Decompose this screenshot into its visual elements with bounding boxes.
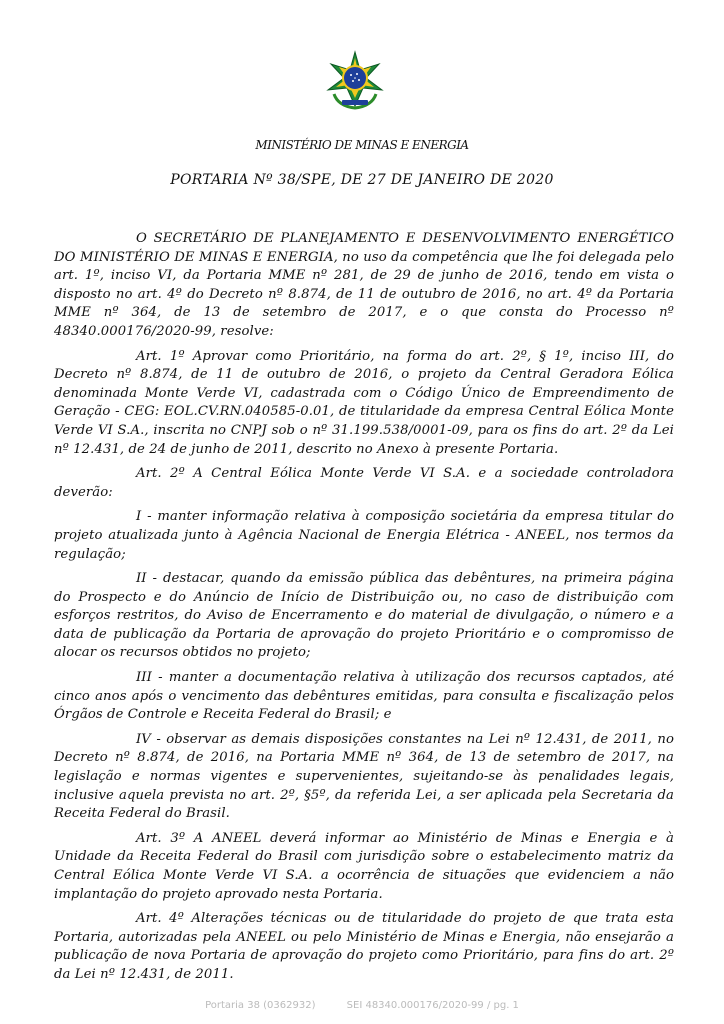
page-footer bbox=[0, 1000, 724, 1011]
preamble-paragraph: O SECRETÁRIO DE PLANEJAMENTO E DESENVOLVIMENTO ENERGÉTICO DO MINISTÉRIO DE MINAS E ENERGIA, no uso da competência que lhe foi delegada pelo art. 1º, inciso VI, da Portaria MME nº 281, de 29 de junho de 2016, tendo em vista o disposto no art. 4º do Decreto nº 8.874, de 11 de outubro de 2016, no art. 4º da Portaria MME nº 364, de 13 de setembro de 2017, e o que consta do Processo nº 48340.000176/2020-99, resolve: bbox=[54, 231, 674, 339]
article-2-item-ii: II - destacar, quando da emissão pública das debêntures, na primeira página do Prospecto e do Anúncio de Início de Distribuição ou, no caso de distribuição com esforços restritos, do Aviso de Encerramento e do material de divulgação, o número e a data de publicação da Portaria de aprovação do projeto Prioritário e o compromisso de alocar os recursos obtidos no projeto; bbox=[54, 571, 674, 661]
article-1-paragraph: Art. 1º Aprovar como Prioritário, na forma do art. 2º, § 1º, inciso III, do Decreto nº 8.874, de 11 de outubro de 2016, o projeto da Central Geradora Eólica denominada Monte Verde VI, cadastrada com o Código Único de Empreendimento de Geração - CEG: EOL.CV.RN.040585-0.01, de titularidade da empresa Central Eólica Monte Verde VI S.A., inscrita no CNPJ sob o nº 31.199.538/0001-09, para os fins do art. 2º da Lei nº 12.431, de 24 de junho de 2011, descrito no Anexo à presente Portaria. bbox=[54, 348, 674, 457]
article-2-item-iv: IV - observar as demais disposições constantes na Lei nº 12.431, de 2011, no Decreto nº 8.874, de 2016, na Portaria MME nº 364, de 13 de setembro de 2017, na legislação e normas vigentes e supervenientes, sujeitando-se às penalidades legais, inclusive aquela prevista no art. 2º, §5º, da referida Lei, a ser aplicada pela Secretaria da Receita Federal do Brasil. bbox=[54, 731, 674, 822]
article-2-paragraph: Art. 2º A Central Eólica Monte Verde VI S.A. e a sociedade controladora deverão: bbox=[54, 466, 674, 500]
document-title: PORTARIA Nº 38/SPE, DE 27 DE JANEIRO DE 2020 bbox=[170, 172, 554, 188]
article-2-item-iii: III - manter a documentação relativa à utilização dos recursos captados, até cinco anos após o vencimento das debêntures emitidas, para consulta e fiscalização pelos Órgãos de Controle e Receita Federal do Brasil; e bbox=[54, 670, 674, 723]
brazil-coat-of-arms-icon bbox=[324, 50, 386, 112]
article-2-item-i: I - manter informação relativa à composição societária da empresa titular do projeto atualizada junto à Agência Nacional de Energia Elétrica - ANEEL, nos termos da regulação; bbox=[54, 509, 674, 562]
footer-process-page: SEI 48340.000176/2020-99 / pg. 1 bbox=[346, 1000, 519, 1011]
document-body bbox=[54, 230, 674, 991]
footer-document-id: Portaria 38 (0362932) bbox=[205, 1000, 316, 1011]
article-4-paragraph: Art. 4º Alterações técnicas ou de titularidade do projeto de que trata esta Portaria, autorizadas pela ANEEL ou pelo Ministério de Minas e Energia, não ensejarão a publicação de nova Portaria de aprovação do projeto como Prioritário, para fins do art. 2º da Lei nº 12.431, de 2011. bbox=[54, 911, 674, 982]
ministry-name: MINISTÉRIO DE MINAS E ENERGIA bbox=[255, 138, 469, 152]
article-3-paragraph: Art. 3º A ANEEL deverá informar ao Ministério de Minas e Energia e à Unidade da Receita Federal do Brasil com jurisdição sobre o estabelecimento matriz da Central Eólica Monte Verde VI S.A. a ocorrência de situações que evidenciem a não implantação do projeto aprovado nesta Portaria. bbox=[54, 830, 674, 902]
